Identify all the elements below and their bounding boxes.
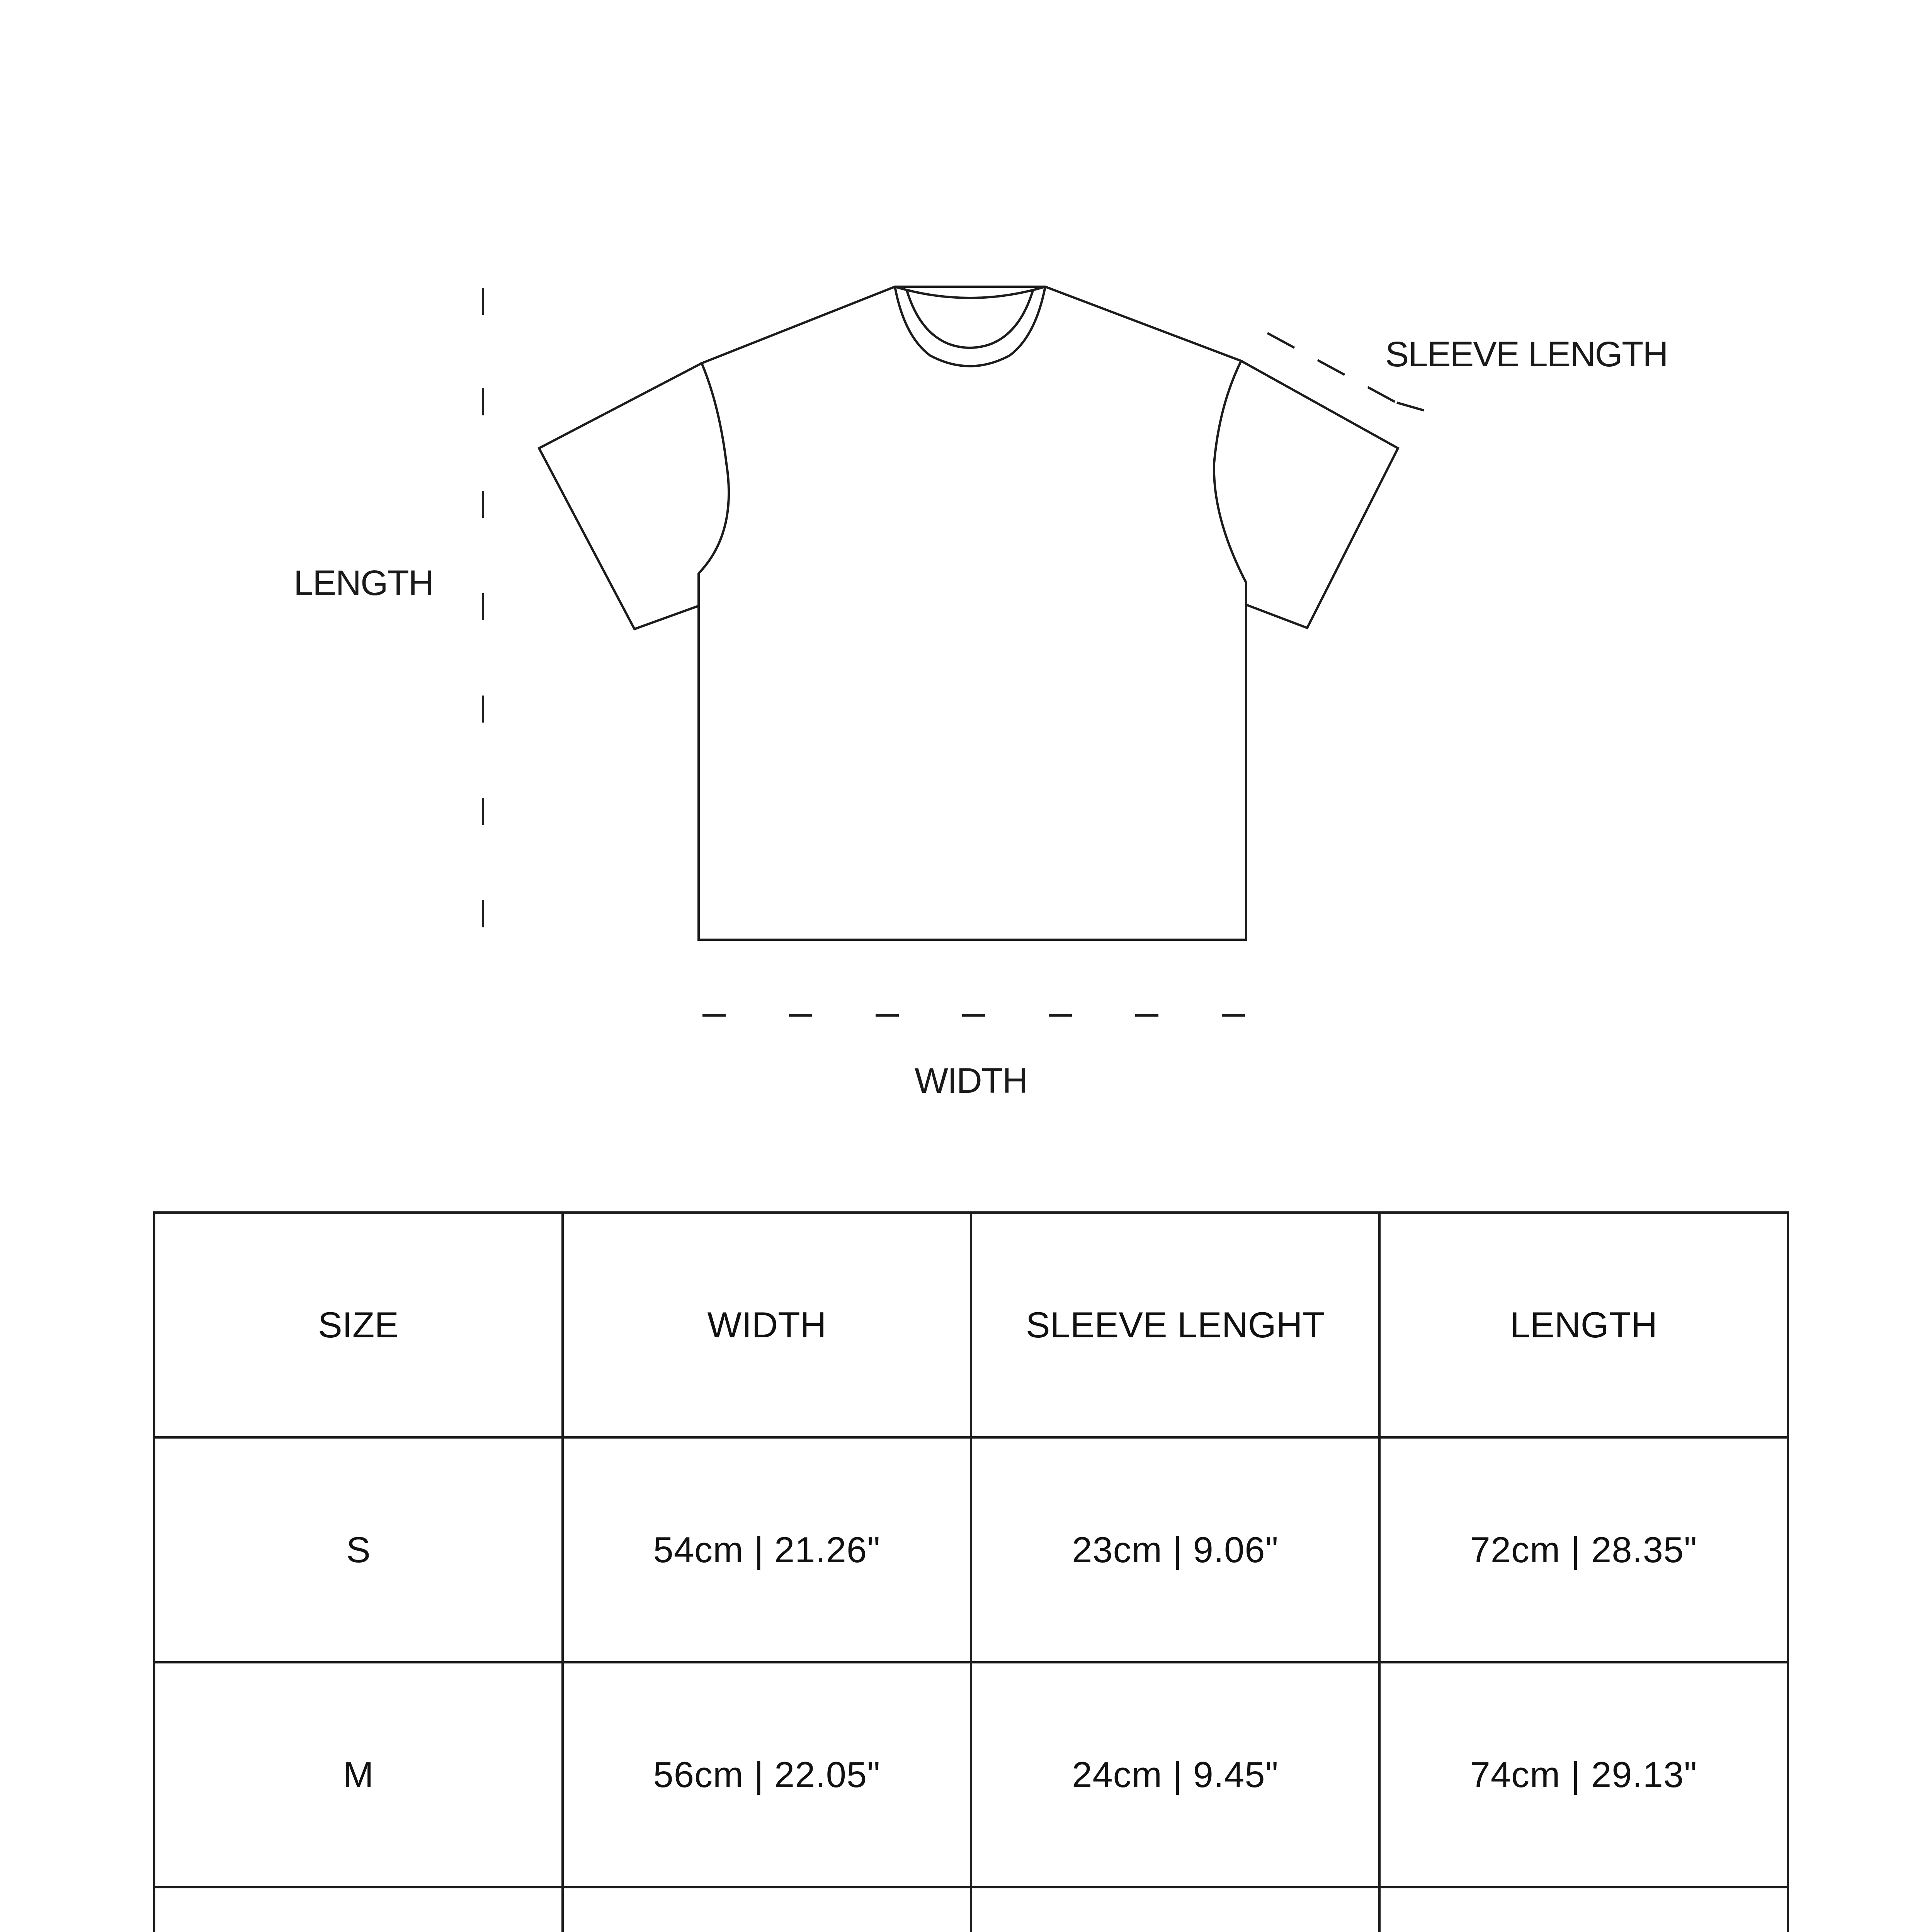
sleeve-length-cell: 24cm | 9.45" (971, 1662, 1379, 1887)
length-cell (1379, 1887, 1788, 1932)
length-cell: 74cm | 29.13" (1379, 1662, 1788, 1887)
header-length: LENGTH (1379, 1213, 1788, 1437)
header-sleeve-length: SLEEVE LENGHT (971, 1213, 1379, 1437)
width-cell (563, 1887, 971, 1932)
length-cell: 72cm | 28.35" (1379, 1437, 1788, 1662)
left-sleeve (539, 363, 702, 629)
table-row (154, 1887, 1788, 1932)
collar-outer (895, 287, 1045, 298)
header-width: WIDTH (563, 1213, 971, 1437)
size-chart-table (153, 1211, 1789, 1932)
size-cell (154, 1887, 563, 1932)
sleeve-length-cell (971, 1887, 1379, 1932)
sleeve-length-cell: 23cm | 9.06" (971, 1437, 1379, 1662)
table-row (154, 1437, 1788, 1662)
width-label: WIDTH (915, 1061, 1027, 1100)
size-cell: M (154, 1662, 563, 1887)
collar-inner (907, 291, 1033, 348)
table-header-row (154, 1213, 1788, 1437)
length-label: LENGTH (294, 563, 434, 603)
width-cell: 54cm | 21.26" (563, 1437, 971, 1662)
header-size: SIZE (154, 1213, 563, 1437)
sleeve-length-label: SLEEVE LENGTH (1385, 335, 1668, 374)
tshirt-outline (699, 287, 1246, 940)
right-sleeve (1241, 361, 1398, 628)
width-cell: 56cm | 22.05" (563, 1662, 971, 1887)
size-cell: S (154, 1437, 563, 1662)
table-row (154, 1662, 1788, 1887)
